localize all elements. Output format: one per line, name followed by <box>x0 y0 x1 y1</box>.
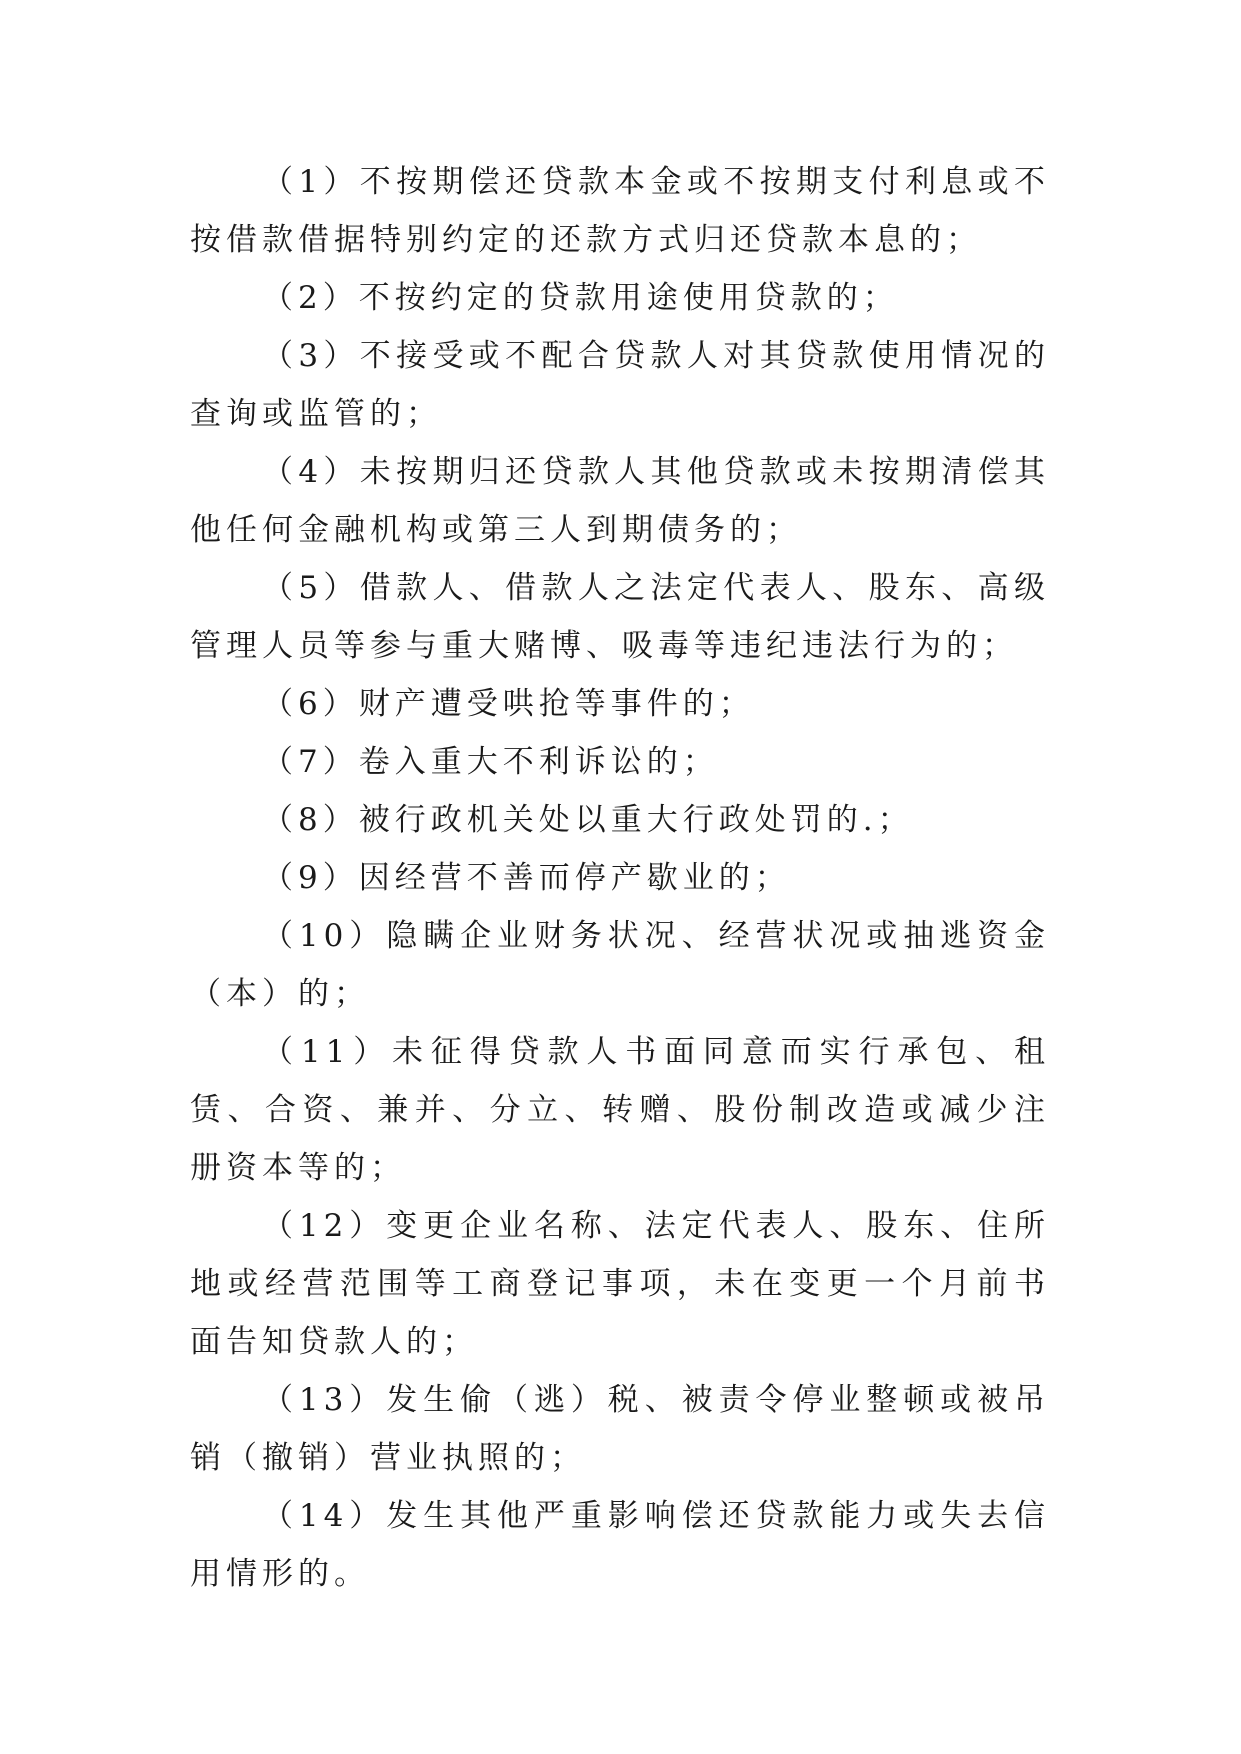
clause-10: （10）隐瞒企业财务状况、经营状况或抽逃资金（本）的； <box>190 918 1050 1012</box>
clause-3: （3）不接受或不配合贷款人对其贷款使用情况的查询或监管的； <box>190 338 1050 432</box>
clause-6: （6）财产遭受哄抢等事件的； <box>262 686 755 722</box>
clause-11: （11）未征得贷款人书面同意而实行承包、租赁、合资、兼并、分立、转赠、股份制改造或减少注册资本等的； <box>190 1034 1050 1186</box>
clause-7: （7）卷入重大不利诉讼的； <box>262 744 719 780</box>
clause-1: （1）不按期偿还贷款本金或不按期支付利息或不按借款借据特别约定的还款方式归还贷款本息的； <box>190 164 1050 258</box>
clause-13: （13）发生偷（逃）税、被责令停业整顿或被吊销（撤销）营业执照的； <box>190 1382 1050 1476</box>
clause-8: （8）被行政机关处以重大行政处罚的.； <box>262 802 914 838</box>
clause-14: （14）发生其他严重影响偿还贷款能力或失去信用情形的。 <box>190 1498 1050 1592</box>
clause-5: （5）借款人、借款人之法定代表人、股东、高级管理人员等参与重大赌博、吸毒等违纪违法行为的； <box>190 570 1050 664</box>
clause-12: （12）变更企业名称、法定代表人、股东、住所地或经营范围等工商登记事项，未在变更一个月前书面告知贷款人的； <box>190 1208 1050 1360</box>
clause-2: （2）不按约定的贷款用途使用贷款的； <box>262 280 899 316</box>
clause-4: （4）未按期归还贷款人其他贷款或未按期清偿其他任何金融机构或第三人到期债务的； <box>190 454 1050 548</box>
clause-9: （9）因经营不善而停产歇业的； <box>262 860 791 896</box>
clause-list <box>190 153 1050 1603</box>
